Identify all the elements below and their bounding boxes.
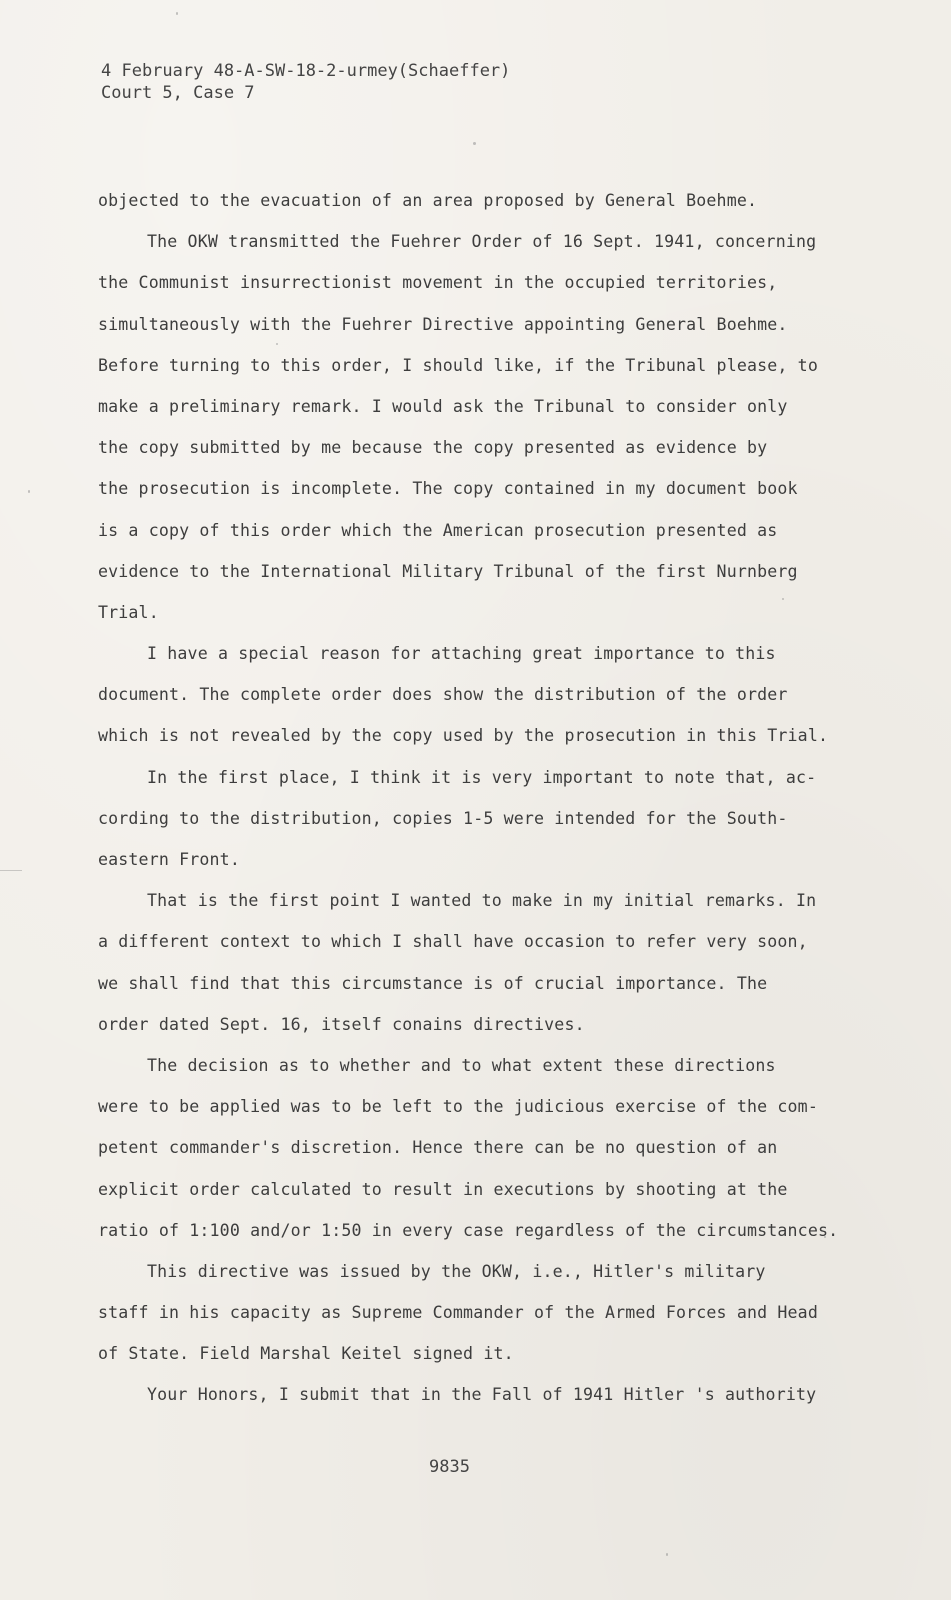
text-line: the prosecution is incomplete. The copy contained in my document book	[98, 479, 798, 499]
text-line: evidence to the International Military Tribunal of the first Nurnberg	[98, 561, 798, 581]
paper-fold-mark	[0, 870, 22, 881]
text-line: petent commander's discretion. Hence there can be no question of an	[98, 1138, 778, 1158]
text-line: which is not revealed by the copy used by the prosecution in this Trial.	[98, 726, 829, 746]
text-line: That is the first point I wanted to make in my initial remarks. In	[147, 891, 817, 911]
page-number: 9835	[429, 1457, 470, 1477]
text-line: explicit order calculated to result in executions by shooting at the	[98, 1179, 788, 1199]
text-line: This directive was issued by the OKW, i.e., Hitler's military	[147, 1261, 766, 1281]
text-line: is a copy of this order which the American prosecution presented as	[98, 520, 778, 540]
text-line: Before turning to this order, I should like, if the Tribunal please, to	[98, 355, 818, 375]
text-line: a different context to which I shall have occasion to refer very soon,	[98, 932, 808, 952]
paper-speck	[666, 1553, 668, 1556]
text-line: The OKW transmitted the Fuehrer Order of 16 Sept. 1941, concerning	[147, 232, 817, 252]
text-line: we shall find that this circumstance is of crucial importance. The	[98, 973, 768, 993]
text-line: Your Honors, I submit that in the Fall of 1941 Hitler 's authority	[147, 1385, 817, 1405]
text-line: In the first place, I think it is very important to note that, ac-	[147, 767, 817, 787]
text-line: of State. Field Marshal Keitel signed it.	[98, 1344, 514, 1364]
text-line: objected to the evacuation of an area proposed by General Boehme.	[98, 191, 758, 210]
text-line: Trial.	[98, 602, 159, 622]
text-line: make a preliminary remark. I would ask the Tribunal to consider only	[98, 396, 788, 416]
text-line: cording to the distribution, copies 1-5 were intended for the South-	[98, 808, 788, 828]
text-line: simultaneously with the Fuehrer Directive appointing General Boehme.	[98, 314, 788, 334]
text-line: the Communist insurrectionist movement in the occupied territories,	[98, 273, 778, 293]
document-body	[98, 180, 838, 1416]
paper-speck	[28, 490, 30, 493]
text-line: eastern Front.	[98, 850, 240, 869]
paper-speck	[176, 12, 178, 15]
text-line: I have a special reason for attaching great importance to this	[147, 644, 776, 664]
text-line: document. The complete order does show the distribution of the order	[98, 685, 788, 705]
text-line: staff in his capacity as Supreme Commander of the Armed Forces and Head	[98, 1303, 818, 1323]
header-court-case: Court 5, Case 7	[101, 83, 255, 103]
text-line: ratio of 1:100 and/or 1:50 in every case regardless of the circumstances.	[98, 1220, 839, 1240]
header-date-reference: 4 February 48-A-SW-18-2-urmey(Schaeffer)	[101, 61, 511, 81]
text-line: order dated Sept. 16, itself conains directives.	[98, 1014, 585, 1034]
document-header	[101, 60, 510, 104]
text-line: The decision as to whether and to what extent these directions	[147, 1055, 776, 1075]
paper-speck	[473, 142, 476, 145]
text-line: the copy submitted by me because the copy presented as evidence by	[98, 438, 768, 458]
text-line: were to be applied was to be left to the judicious exercise of the com-	[98, 1097, 818, 1117]
